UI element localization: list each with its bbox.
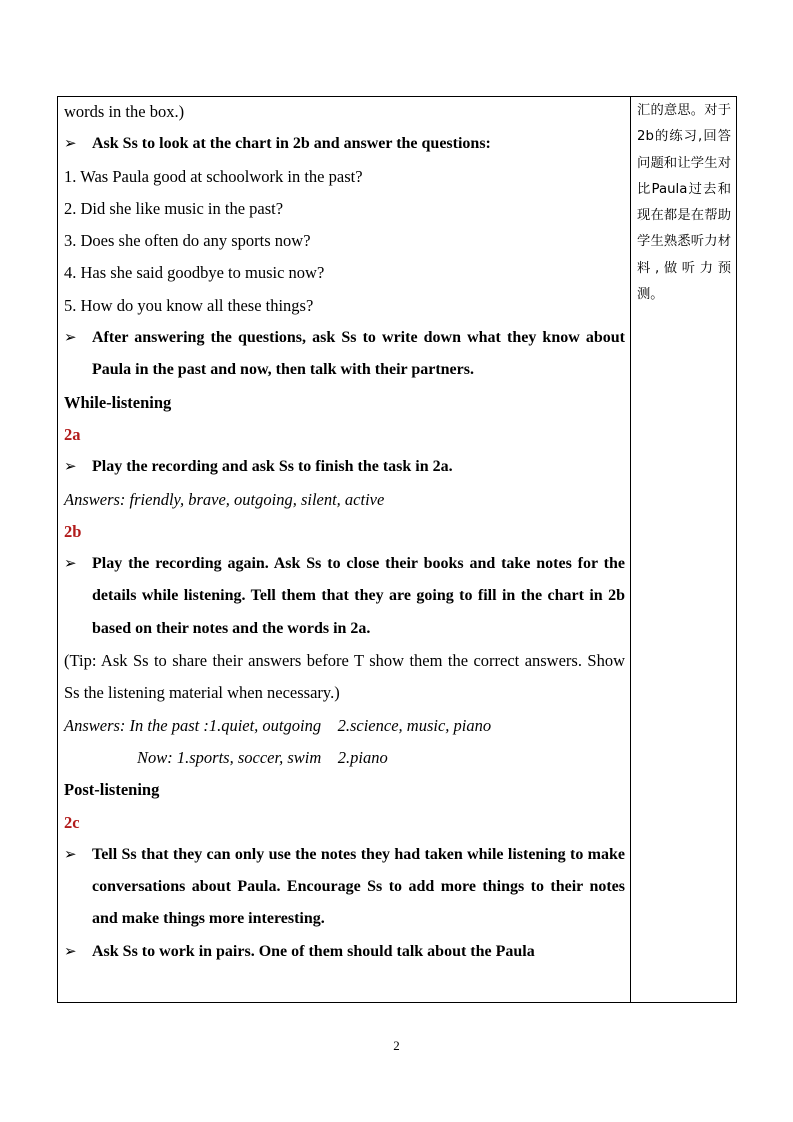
- bullet-2c-notes: ➢ Tell Ss that they can only use the notes they had taken while listening to make conversations about Paula. Encourage Ss to add more things to their notes and make things more interesting.: [64, 839, 625, 936]
- answers-2b-line1: Answers: In the past :1.quiet, outgoing 2.science, music, piano: [64, 715, 492, 735]
- question-5: 5. How do you know all these things?: [64, 295, 314, 315]
- side-note: 汇的意思。对于2b的练习,回答问题和让学生对比Paula过去和现在都是在帮助学生熟悉听力材料,做听力预测。: [637, 103, 731, 303]
- bullet-2c-pairs: ➢ Ask Ss to work in pairs. One of them should talk about the Paula: [64, 936, 625, 968]
- bullet-2a: ➢ Play the recording and ask Ss to finish the task in 2a.: [64, 451, 625, 483]
- arrow-bullet-icon: ➢: [64, 556, 77, 573]
- arrow-bullet-icon: ➢: [64, 330, 77, 347]
- answers-2a: Answers: friendly, brave, outgoing, silent, active: [64, 489, 385, 509]
- bullet-chart-questions: ➢ Ask Ss to look at the chart in 2b and answer the questions:: [64, 128, 625, 160]
- arrow-bullet-icon: ➢: [64, 846, 77, 863]
- tip-note: (Tip: Ask Ss to share their answers before T show them the correct answers. Show Ss the listening material when necessary.): [64, 651, 625, 703]
- question-2: 2. Did she like music in the past?: [64, 198, 284, 218]
- page-number: 2: [393, 1038, 400, 1053]
- bullet-after-answering: ➢ After answering the questions, ask Ss to write down what they know about Paula in the past and now, then talk with their partners.: [64, 322, 625, 387]
- heading-while-listening: While-listening: [64, 392, 172, 412]
- arrow-bullet-icon: ➢: [64, 943, 77, 960]
- arrow-bullet-icon: ➢: [64, 459, 77, 476]
- label-2a: 2a: [64, 424, 81, 444]
- intro-line: words in the box.): [64, 102, 185, 121]
- question-1: 1. Was Paula good at schoolwork in the past?: [64, 166, 363, 186]
- arrow-bullet-icon: ➢: [64, 136, 77, 153]
- column-divider: [630, 96, 631, 1003]
- question-3: 3. Does she often do any sports now?: [64, 231, 311, 251]
- label-2c: 2c: [64, 812, 80, 832]
- heading-post-listening: Post-listening: [64, 780, 160, 800]
- bullet-2b: ➢ Play the recording again. Ask Ss to close their books and take notes for the details while listening. Tell them that they are going to fill in the chart in 2b based on their notes and the words in 2a.: [64, 548, 625, 645]
- label-2b: 2b: [64, 521, 82, 541]
- answers-2b-line2: Now: 1.sports, soccer, swim 2.piano: [137, 747, 388, 767]
- main-column: [64, 96, 625, 968]
- question-4: 4. Has she said goodbye to music now?: [64, 263, 325, 283]
